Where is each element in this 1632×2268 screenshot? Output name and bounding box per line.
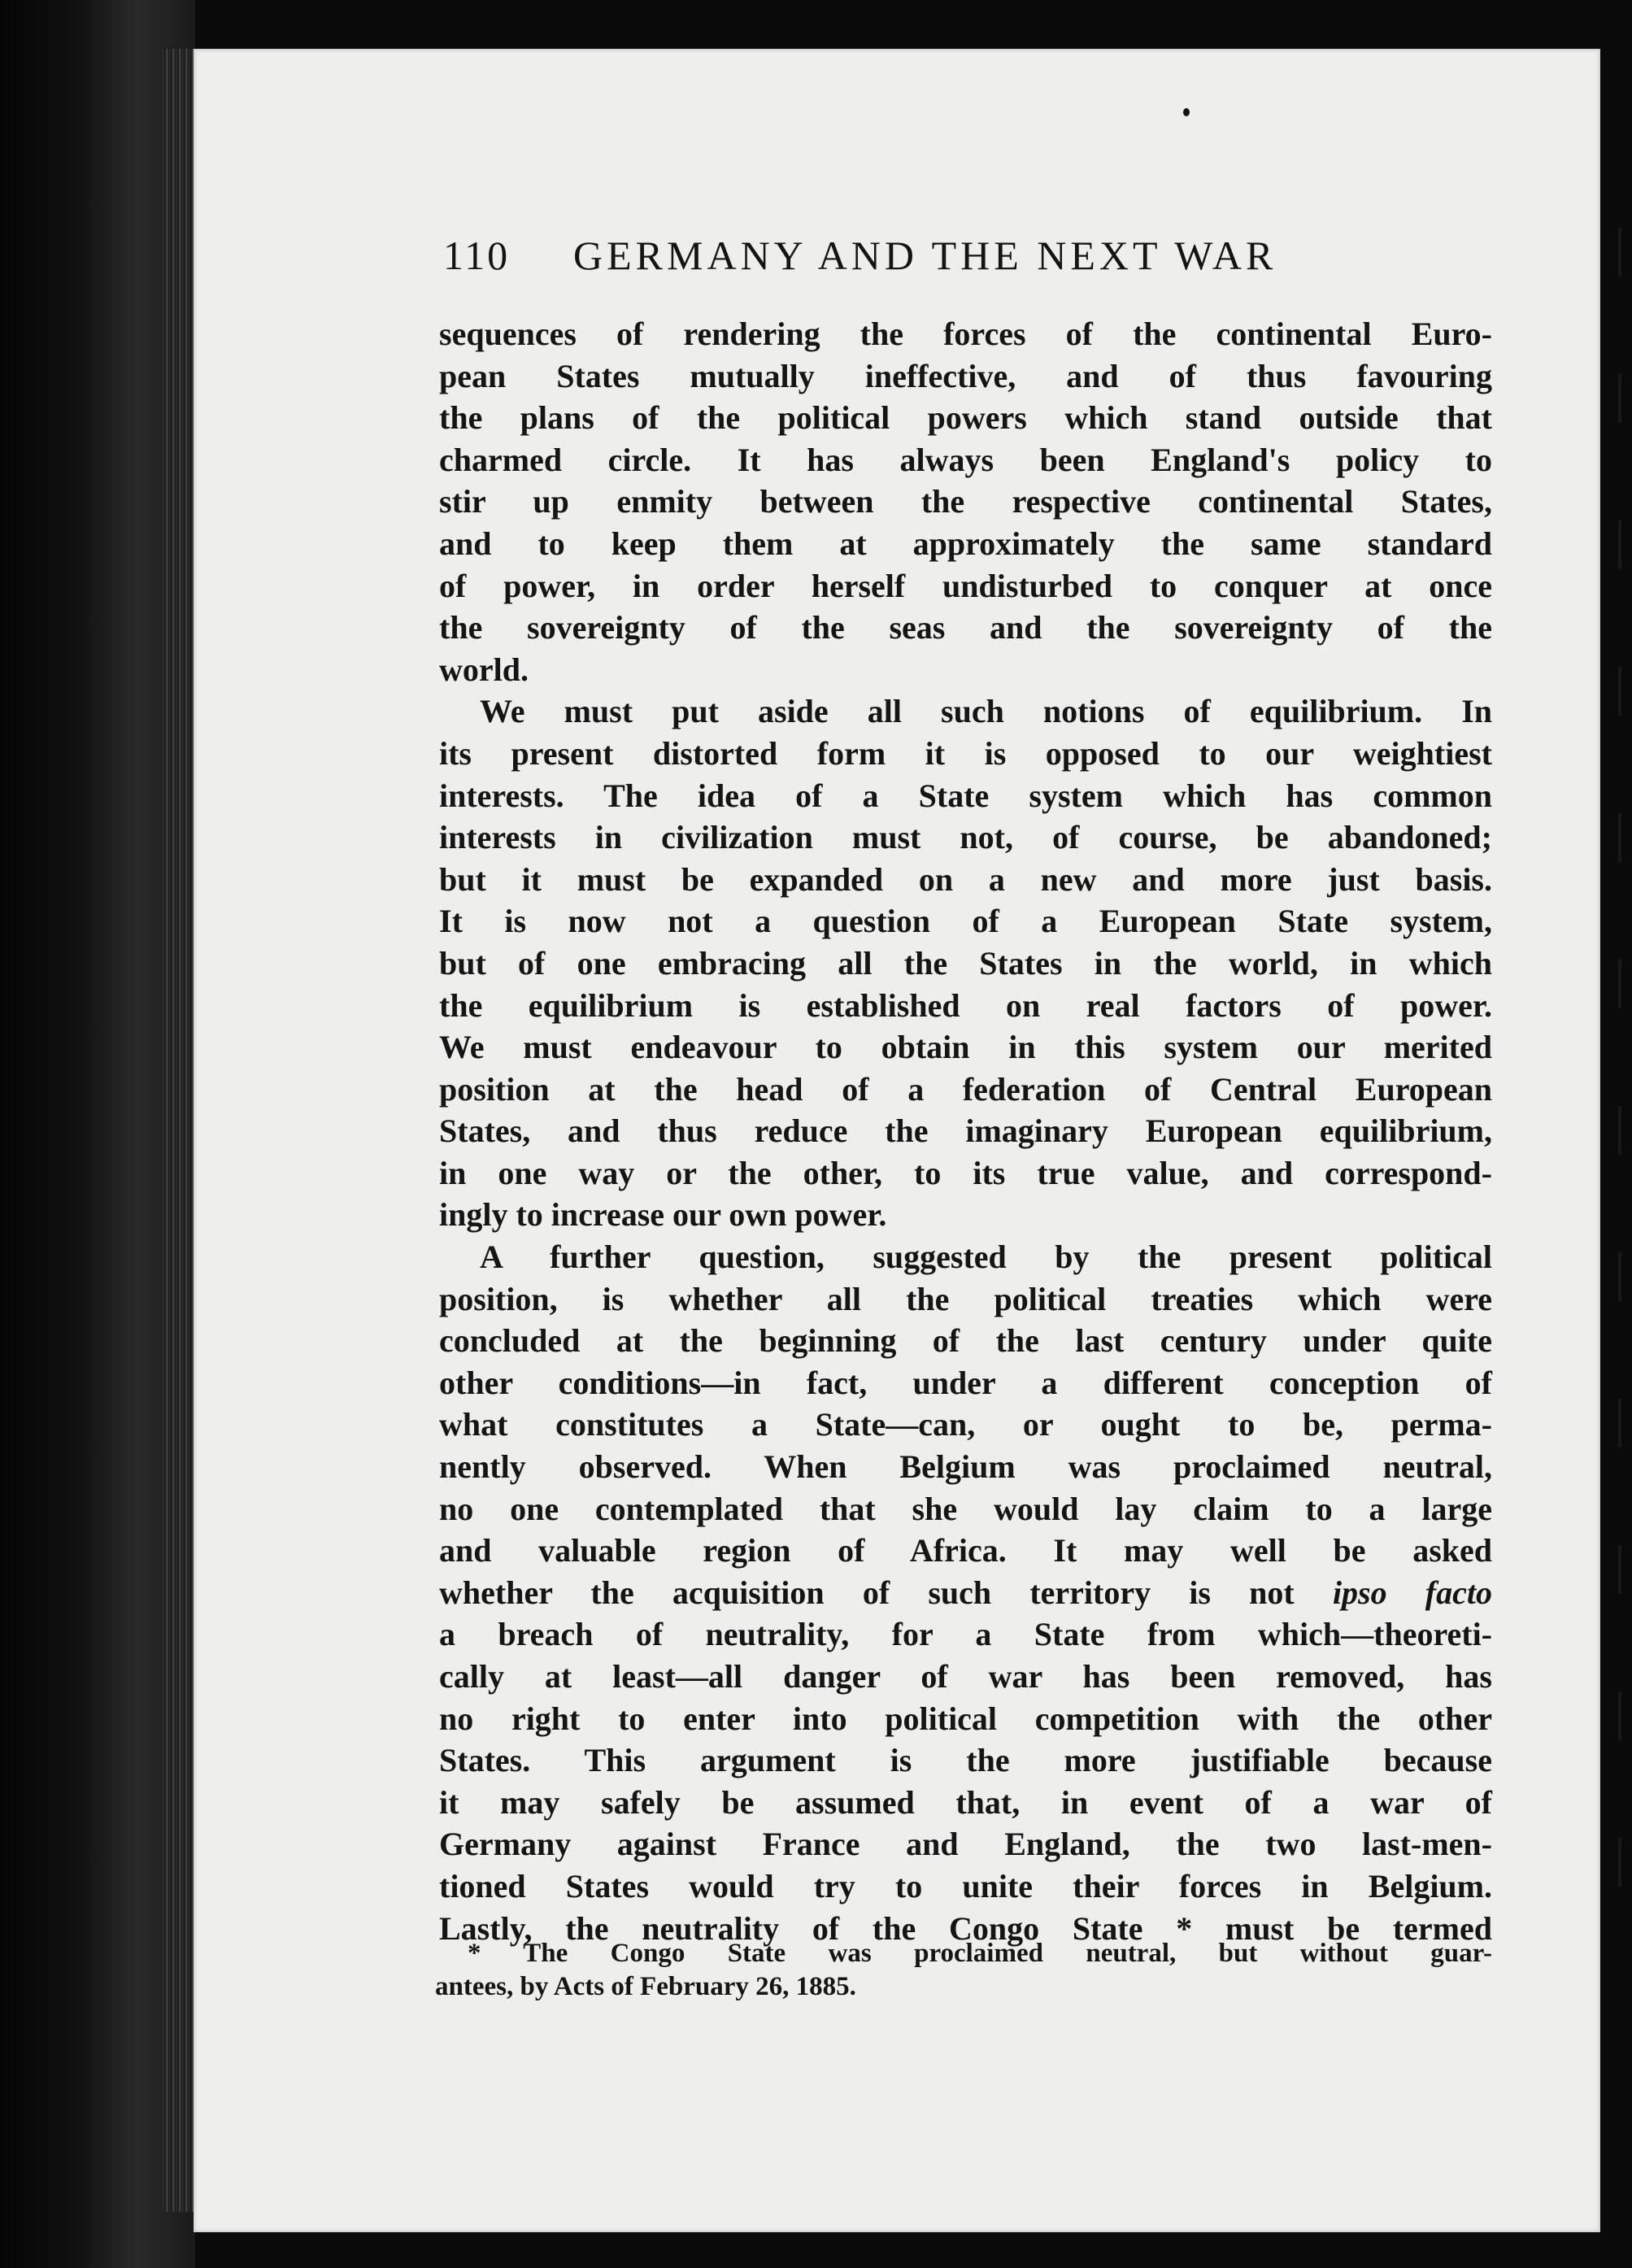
text-line: and to keep them at approximately the same standard [439,525,1492,562]
text-line: its present distorted form it is opposed to our weightiest [439,734,1492,772]
text-line: We must endeavour to obtain in this system our merited [439,1029,1492,1066]
text-line: what constitutes a State—can, or ought to be, perma- [439,1406,1492,1443]
body-text [439,313,1492,1949]
page-number: 110 [443,233,511,278]
text-line: charmed circle. It has always been England's policy to [439,441,1492,478]
text-line: no one contemplated that she would lay claim to a large [439,1490,1492,1527]
text-line: no right to enter into political competition with the other [439,1700,1492,1737]
ink-speck [1183,108,1190,116]
page-edges [163,49,195,2212]
text-line: position at the head of a federation of Central European [439,1070,1492,1108]
text-line: interests in civilization must not, of course, be abandoned; [439,819,1492,856]
text-line: States. This argument is the more justifiable because [439,1742,1492,1779]
text-line: position, is whether all the political treaties which were [439,1280,1492,1317]
text-line: stir up enmity between the respective continental States, [439,483,1492,520]
text-line: but it must be expanded on a new and more just basis. [439,860,1492,898]
footnote-line: antees, by Acts of February 26, 1885. [435,1972,856,2001]
text-line: the plans of the political powers which stand outside that [439,399,1492,437]
text-line: in one way or the other, to its true value, and correspond- [439,1154,1492,1191]
text-line: the equilibrium is established on real factors of power. [439,986,1492,1024]
text-line: cally at least—all danger of war has been removed, has [439,1658,1492,1695]
running-title: GERMANY AND THE NEXT WAR [573,233,1277,278]
text-line: and valuable region of Africa. It may well be asked [439,1532,1492,1569]
text-line: States, and thus reduce the imaginary European equilibrium, [439,1112,1492,1150]
footnote-line: * The Congo State was proclaimed neutral, but without guar- [468,1939,1492,1968]
text-line: It is now not a question of a European State system, [439,903,1492,940]
text-line: tioned States would try to unite their forces in Belgium. [439,1867,1492,1905]
text-line: whether the acquisition of such territory is not ipso facto [439,1574,1492,1611]
text-line: Lastly, the neutrality of the Congo State * must be termed [439,1909,1492,1947]
text-line: world. [439,651,529,688]
text-line: other conditions—in fact, under a different conception of [439,1364,1492,1401]
running-header [443,232,1330,281]
text-line: pean States mutually ineffective, and of thus favouring [439,357,1492,394]
text-line: concluded at the beginning of the last century under quite [439,1322,1492,1360]
right-page-edge [1618,228,1621,1952]
footnote [435,1937,1492,2004]
text-line: Germany against France and England, the two last-men- [439,1826,1492,1863]
text-line: the sovereignty of the seas and the sovereignty of the [439,609,1492,646]
text-line: We must put aside all such notions of equilibrium. In [480,693,1492,730]
text-line: but of one embracing all the States in the world, in which [439,944,1492,982]
text-line: A further question, suggested by the present political [480,1238,1492,1276]
text-line: ingly to increase our own power. [439,1196,887,1234]
text-line: nently observed. When Belgium was proclaimed neutral, [439,1448,1492,1486]
text-line: it may safely be assumed that, in event of a war of [439,1783,1492,1821]
text-line: a breach of neutrality, for a State from which—theoreti- [439,1616,1492,1653]
text-line: sequences of rendering the forces of the continental Euro- [439,316,1492,352]
text-line: interests. The idea of a State system which has common [439,777,1492,814]
text-line: of power, in order herself undisturbed to conquer at once [439,567,1492,604]
